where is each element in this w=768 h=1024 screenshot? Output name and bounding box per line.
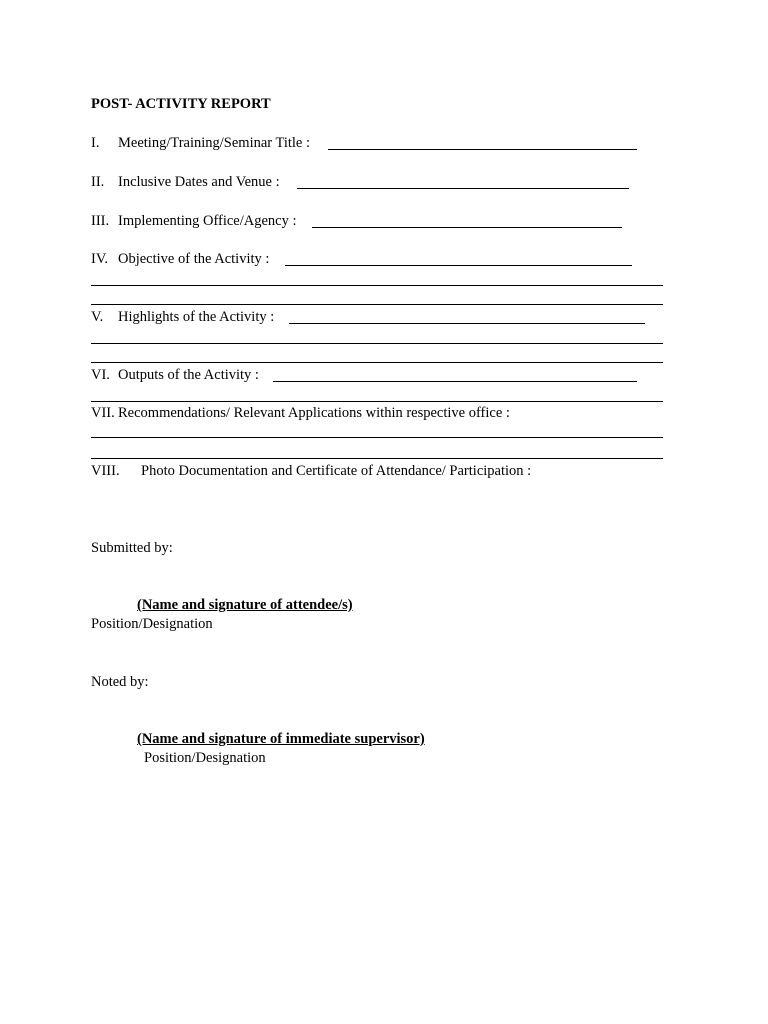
section-7-label: Recommendations/ Relevant Applications within respective office :: [118, 405, 510, 421]
section-7-extra-line-1[interactable]: [91, 437, 663, 438]
section-2-numeral: II.: [91, 174, 105, 190]
section-6-field-line[interactable]: [273, 381, 637, 382]
section-2: [91, 175, 280, 190]
attendee-position: Position/Designation: [91, 616, 213, 632]
section-5-extra-line-2[interactable]: [91, 362, 663, 363]
section-1-field-line[interactable]: [328, 149, 637, 150]
section-6-numeral: VI.: [91, 367, 110, 383]
section-3-numeral: III.: [91, 213, 110, 229]
section-7-extra-line-2[interactable]: [91, 458, 663, 459]
section-4-numeral: IV.: [91, 251, 109, 267]
section-5-numeral: V.: [91, 309, 104, 325]
section-2-label: Inclusive Dates and Venue :: [118, 174, 280, 190]
section-3-label: Implementing Office/Agency :: [118, 213, 297, 229]
section-5-field-line[interactable]: [289, 323, 645, 324]
section-3-field-line[interactable]: [312, 227, 622, 228]
section-1-label: Meeting/Training/Seminar Title :: [118, 135, 311, 151]
section-6: [91, 368, 259, 383]
section-4-extra-line-1[interactable]: [91, 285, 663, 286]
section-3: [91, 214, 297, 229]
supervisor-signature-name: (Name and signature of immediate supervisor): [137, 731, 425, 747]
section-6-extra-line-1[interactable]: [91, 401, 663, 402]
section-8-numeral: VIII.: [91, 463, 120, 479]
section-1-numeral: I.: [91, 135, 100, 151]
supervisor-position: Position/Designation: [144, 750, 266, 766]
section-4-extra-line-2[interactable]: [91, 304, 663, 305]
submitted-by-label: Submitted by:: [91, 540, 173, 556]
section-2-field-line[interactable]: [297, 188, 629, 189]
section-4-label: Objective of the Activity :: [118, 251, 270, 267]
section-5: [91, 310, 274, 325]
section-4-field-line[interactable]: [285, 265, 632, 266]
section-5-extra-line-1[interactable]: [91, 343, 663, 344]
section-5-label: Highlights of the Activity :: [118, 309, 275, 325]
attendee-signature-name: (Name and signature of attendee/s): [137, 597, 353, 613]
section-7: [91, 406, 510, 421]
noted-by-label: Noted by:: [91, 674, 149, 690]
section-7-numeral: VII.: [91, 405, 115, 421]
section-6-label: Outputs of the Activity :: [118, 367, 259, 383]
section-1: [91, 136, 310, 151]
section-8: [91, 464, 531, 479]
section-8-label: Photo Documentation and Certificate of Attendance/ Participation :: [141, 463, 532, 479]
document-title: POST- ACTIVITY REPORT: [91, 96, 271, 112]
section-4: [91, 252, 269, 267]
